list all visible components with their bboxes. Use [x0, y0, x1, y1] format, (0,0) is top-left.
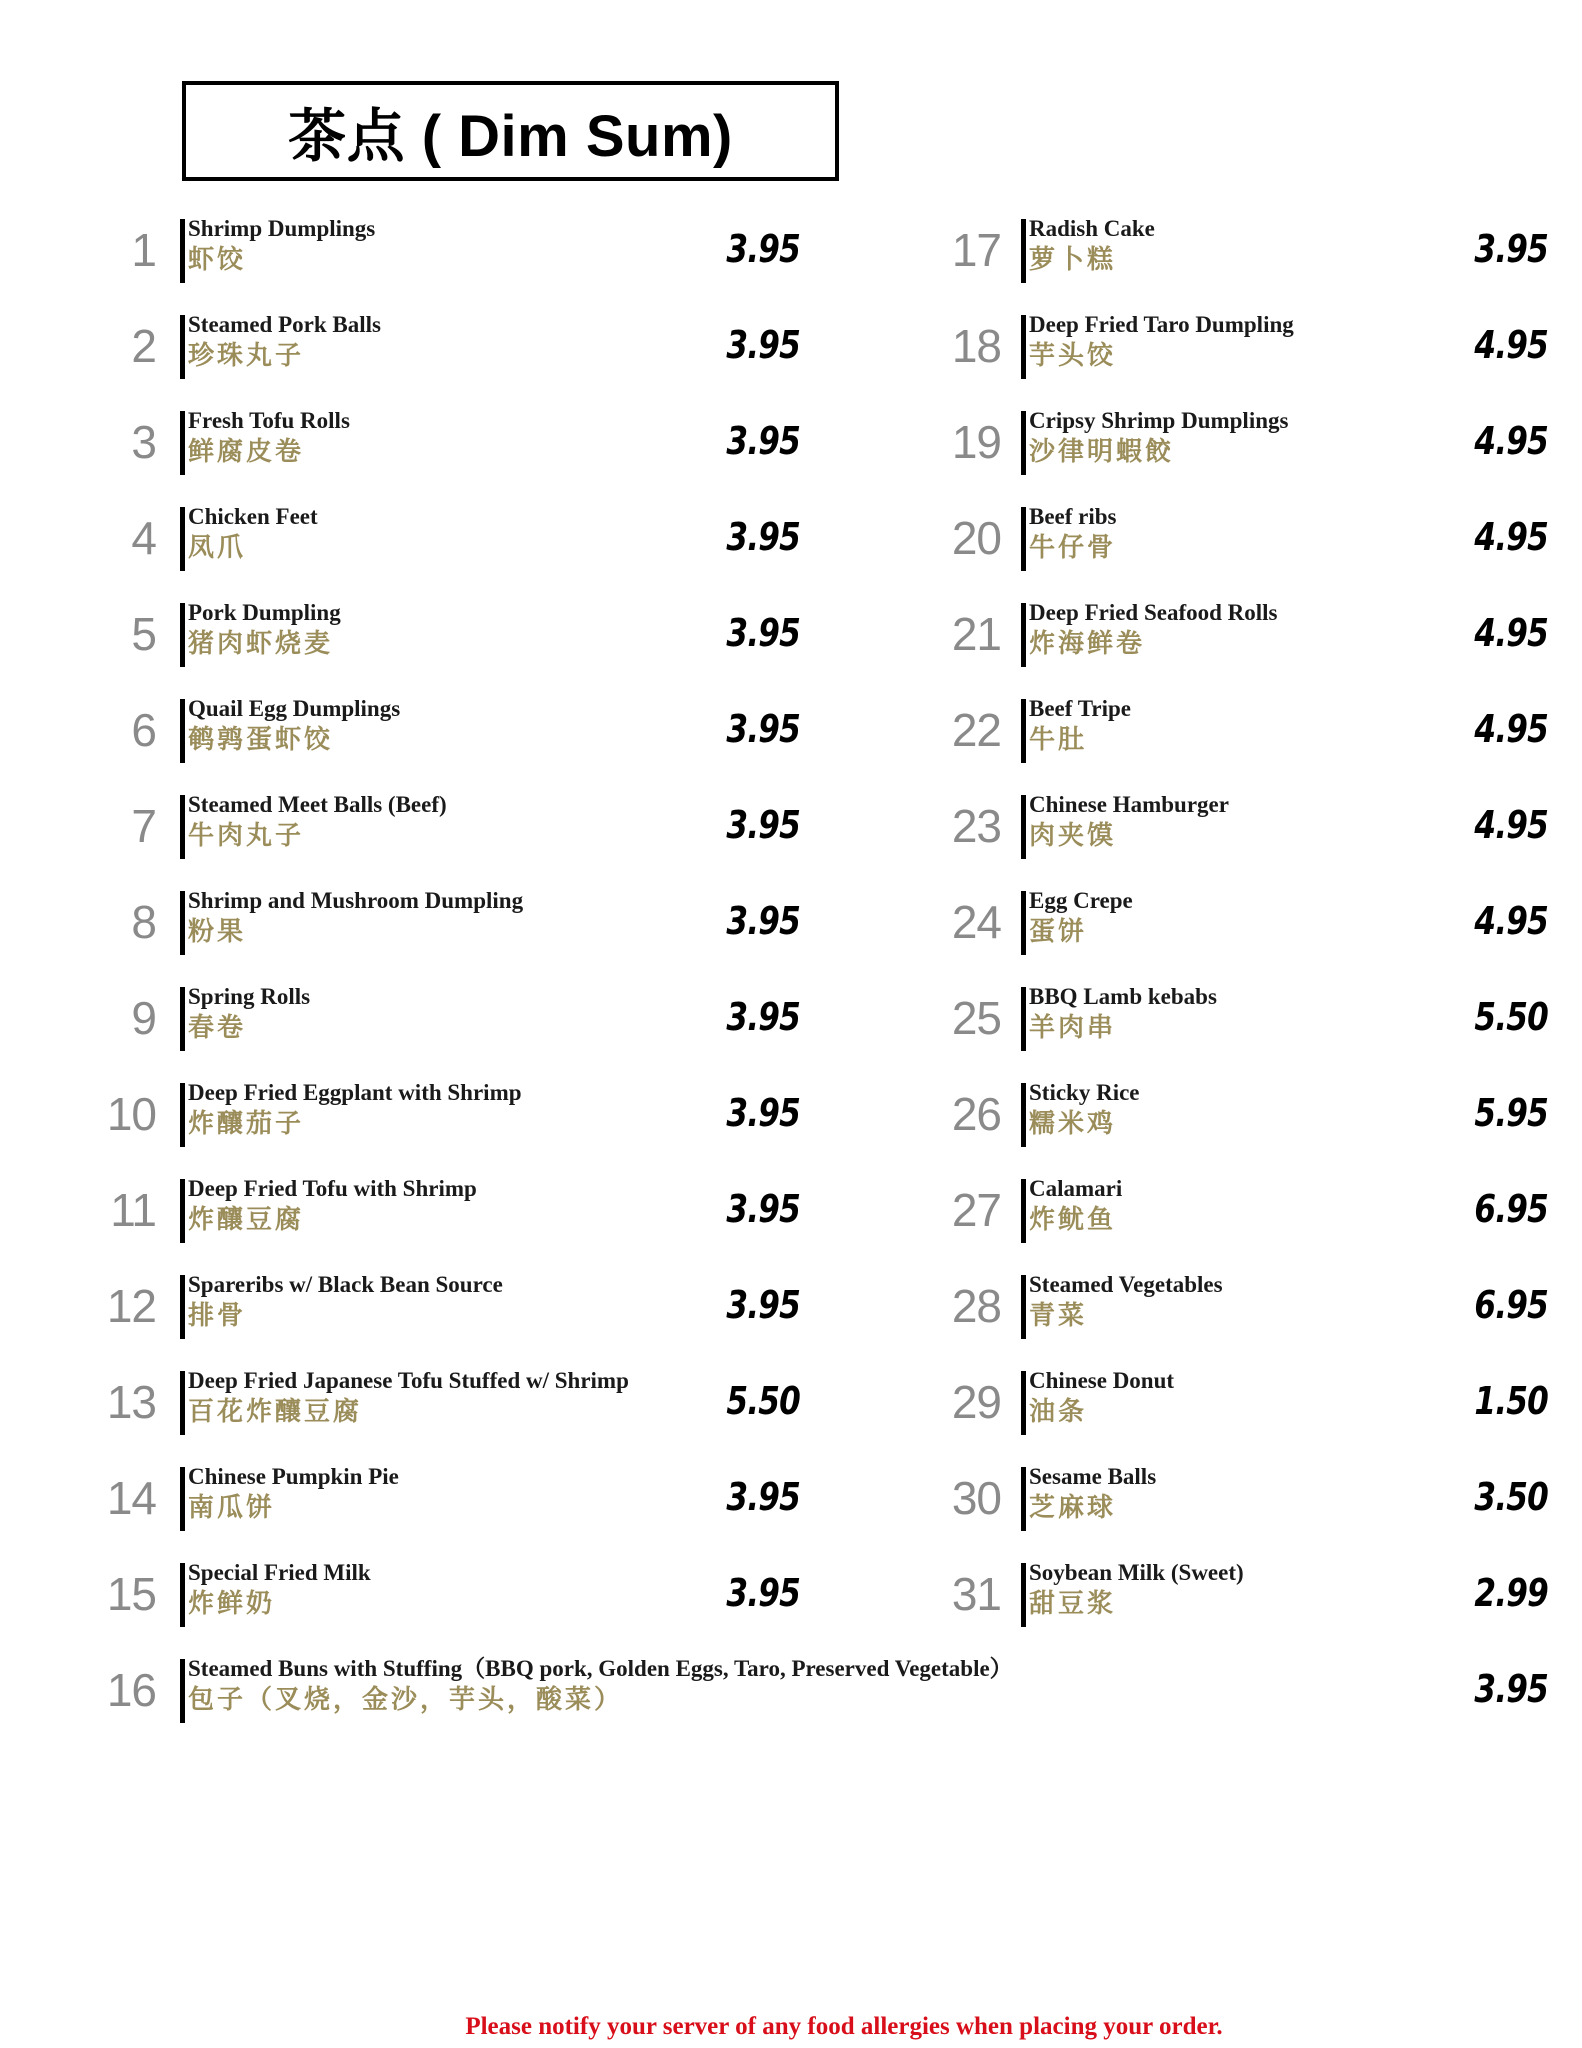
item-price: 3.95	[726, 1571, 800, 1615]
item-name-english: Steamed Vegetables	[1029, 1272, 1223, 1297]
item-number: 27	[951, 1184, 1001, 1236]
item-number: 10	[106, 1088, 156, 1140]
item-price: 3.95	[726, 611, 800, 655]
item-price: 3.95	[1474, 227, 1548, 271]
item-name-english: Beef ribs	[1029, 504, 1117, 529]
item-name-chinese: 鲜腐皮卷	[188, 437, 305, 467]
menu-item	[131, 887, 800, 957]
item-price: 5.95	[1474, 1091, 1548, 1135]
item-number: 21	[951, 608, 1001, 660]
item-name-english: Sticky Rice	[1029, 1080, 1140, 1105]
menu-item	[110, 1175, 800, 1245]
item-divider-bar	[1021, 987, 1026, 1051]
item-name-chinese: 青菜	[1029, 1301, 1088, 1331]
item-names	[1029, 983, 1217, 1045]
item-divider-bar	[180, 603, 185, 667]
item-price: 3.95	[726, 1187, 800, 1231]
item-price: 4.95	[1474, 515, 1548, 559]
item-name-english: Deep Fried Seafood Rolls	[1029, 600, 1278, 625]
item-name-chinese: 炸釀豆腐	[188, 1205, 305, 1235]
item-divider-bar	[1021, 699, 1026, 763]
item-price: 3.95	[726, 707, 800, 751]
item-names	[1029, 503, 1117, 565]
item-price: 3.95	[726, 323, 800, 367]
item-name-chinese: 百花炸釀豆腐	[188, 1397, 363, 1427]
item-price: 5.50	[726, 1379, 800, 1423]
item-names	[1029, 1175, 1122, 1237]
item-divider-bar	[180, 219, 185, 283]
menu-item	[106, 1559, 800, 1629]
item-divider-bar	[180, 699, 185, 763]
menu-item	[131, 215, 800, 285]
item-name-english: Deep Fried Eggplant with Shrimp	[188, 1080, 522, 1105]
menu-item	[951, 1463, 1548, 1533]
menu-item	[131, 503, 800, 573]
item-name-english: Soybean Milk (Sweet)	[1029, 1560, 1244, 1585]
item-divider-bar	[1021, 1467, 1026, 1531]
menu-item	[951, 407, 1548, 477]
item-price: 6.95	[1474, 1283, 1548, 1327]
item-price: 3.50	[1474, 1475, 1548, 1519]
menu-item	[951, 1559, 1548, 1629]
item-divider-bar	[1021, 891, 1026, 955]
item-divider-bar	[1021, 219, 1026, 283]
item-number: 24	[951, 896, 1001, 948]
item-number: 5	[131, 608, 156, 660]
item-name-chinese: 猪肉虾烧麦	[188, 629, 334, 659]
item-name-english: Spareribs w/ Black Bean Source	[188, 1272, 503, 1297]
item-price: 3.95	[726, 803, 800, 847]
item-name-chinese: 羊肉串	[1029, 1013, 1117, 1043]
item-names	[1029, 1367, 1174, 1429]
item-price: 5.50	[1474, 995, 1548, 1039]
item-names	[188, 599, 341, 661]
item-name-chinese: 牛肉丸子	[188, 821, 305, 851]
item-name-chinese: 炸釀茄子	[188, 1109, 305, 1139]
item-name-chinese: 萝卜糕	[1029, 245, 1117, 275]
item-number: 11	[110, 1184, 156, 1236]
item-name-english: Spring Rolls	[188, 984, 311, 1009]
menu-item	[106, 1463, 800, 1533]
item-names	[188, 887, 523, 949]
menu-title: 茶点 ( Dim Sum)	[288, 104, 733, 169]
item-number: 22	[951, 704, 1001, 756]
item-names	[1029, 311, 1294, 373]
menu-item	[951, 503, 1548, 573]
item-number: 6	[131, 704, 156, 756]
item-names	[188, 1271, 503, 1333]
item-number: 30	[951, 1472, 1001, 1524]
item-price: 3.95	[726, 899, 800, 943]
item-names	[188, 1175, 477, 1237]
menu-item	[106, 1271, 800, 1341]
item-price: 1.50	[1474, 1379, 1548, 1423]
item-price: 4.95	[1474, 611, 1548, 655]
item-name-chinese: 蛋饼	[1029, 917, 1088, 947]
item-divider-bar	[1021, 795, 1026, 859]
item-names	[188, 1463, 399, 1525]
item-name-english: Deep Fried Taro Dumpling	[1029, 312, 1294, 337]
item-names	[188, 1655, 1013, 1717]
item-names	[188, 1367, 629, 1429]
item-price: 3.95	[726, 419, 800, 463]
item-price: 4.95	[1474, 803, 1548, 847]
menu-item	[951, 695, 1548, 765]
item-price: 4.95	[1474, 899, 1548, 943]
item-number: 16	[106, 1664, 156, 1716]
item-number: 17	[951, 224, 1001, 276]
item-name-chinese: 炸海鲜卷	[1029, 629, 1146, 659]
item-names	[1029, 215, 1155, 277]
item-number: 18	[951, 320, 1001, 372]
menu-item	[951, 1367, 1548, 1437]
item-name-chinese: 沙律明蝦餃	[1029, 437, 1175, 467]
menu-item	[951, 983, 1548, 1053]
menu-item	[106, 1655, 1548, 1725]
item-number: 26	[951, 1088, 1001, 1140]
item-name-english: Steamed Pork Balls	[188, 312, 381, 337]
menu-item	[951, 791, 1548, 861]
item-divider-bar	[1021, 1275, 1026, 1339]
item-name-english: Beef Tripe	[1029, 696, 1131, 721]
item-price: 6.95	[1474, 1187, 1548, 1231]
item-number: 31	[951, 1568, 1001, 1620]
item-name-chinese: 炸鲜奶	[188, 1589, 276, 1619]
item-name-chinese: 甜豆浆	[1029, 1589, 1117, 1619]
menu-item	[951, 1079, 1548, 1149]
item-divider-bar	[180, 1083, 185, 1147]
menu-item	[951, 1271, 1548, 1341]
menu-item	[951, 599, 1548, 669]
item-price: 2.99	[1474, 1571, 1548, 1615]
item-divider-bar	[1021, 1371, 1026, 1435]
item-number: 4	[131, 512, 156, 564]
item-price: 3.95	[1474, 1667, 1548, 1711]
menu-item	[106, 1079, 800, 1149]
item-names	[188, 791, 447, 853]
item-name-chinese: 牛仔骨	[1029, 533, 1117, 563]
item-names	[1029, 1271, 1223, 1333]
item-name-english: Pork Dumpling	[188, 600, 341, 625]
item-price: 3.95	[726, 995, 800, 1039]
item-name-chinese: 牛肚	[1029, 725, 1088, 755]
item-divider-bar	[1021, 1083, 1026, 1147]
item-names	[188, 503, 318, 565]
item-names	[188, 215, 375, 277]
menu-item	[131, 983, 800, 1053]
menu-item	[951, 1175, 1548, 1245]
item-divider-bar	[180, 1275, 185, 1339]
item-name-chinese: 芋头饺	[1029, 341, 1117, 371]
item-number: 13	[106, 1376, 156, 1428]
item-divider-bar	[180, 411, 185, 475]
item-names	[1029, 599, 1278, 661]
item-name-english: Chicken Feet	[188, 504, 318, 529]
item-divider-bar	[180, 891, 185, 955]
item-names	[188, 983, 310, 1045]
item-divider-bar	[1021, 315, 1026, 379]
item-name-english: Radish Cake	[1029, 216, 1155, 241]
item-name-english: Chinese Hamburger	[1029, 792, 1229, 817]
item-name-chinese: 糯米鸡	[1029, 1109, 1117, 1139]
item-divider-bar	[180, 795, 185, 859]
item-names	[188, 407, 350, 469]
item-price: 4.95	[1474, 323, 1548, 367]
item-number: 8	[131, 896, 156, 948]
item-number: 3	[131, 416, 156, 468]
item-number: 15	[106, 1568, 156, 1620]
item-name-chinese: 芝麻球	[1029, 1493, 1117, 1523]
menu-item	[131, 791, 800, 861]
item-name-english: Calamari	[1029, 1176, 1123, 1201]
menu-title-box	[182, 81, 839, 181]
item-number: 14	[106, 1472, 156, 1524]
menu-item	[951, 311, 1548, 381]
item-divider-bar	[180, 315, 185, 379]
item-number: 9	[131, 992, 156, 1044]
allergy-notice	[0, 2013, 1582, 2041]
item-name-chinese: 虾饺	[188, 245, 247, 275]
item-number: 25	[951, 992, 1001, 1044]
item-divider-bar	[180, 1179, 185, 1243]
item-divider-bar	[180, 1371, 185, 1435]
menu-item	[131, 599, 800, 669]
menu-item	[131, 695, 800, 765]
item-number: 1	[131, 224, 156, 276]
item-name-english: Deep Fried Japanese Tofu Stuffed w/ Shrimp	[188, 1368, 629, 1393]
item-divider-bar	[1021, 411, 1026, 475]
item-name-english: Egg Crepe	[1029, 888, 1133, 913]
item-name-english: Steamed Buns with Stuffing（BBQ pork, Golden Eggs, Taro, Preserved Vegetable）	[188, 1656, 1013, 1681]
item-names	[1029, 1079, 1140, 1141]
item-name-chinese: 凤爪	[188, 533, 247, 563]
item-number: 28	[951, 1280, 1001, 1332]
item-name-english: Deep Fried Tofu with Shrimp	[188, 1176, 477, 1201]
item-name-chinese: 春卷	[188, 1013, 247, 1043]
menu-item	[106, 1367, 800, 1437]
item-names	[188, 1079, 522, 1141]
item-number: 23	[951, 800, 1001, 852]
item-name-chinese: 南瓜饼	[188, 1493, 276, 1523]
item-names	[1029, 791, 1229, 853]
item-price: 4.95	[1474, 419, 1548, 463]
item-divider-bar	[180, 1659, 185, 1723]
item-names	[1029, 695, 1131, 757]
item-name-chinese: 鹌鹑蛋虾饺	[188, 725, 334, 755]
item-name-english: BBQ Lamb kebabs	[1029, 984, 1217, 1009]
allergy-notice-text: Please notify your server of any food allergies when placing your order.	[465, 2013, 1223, 2040]
item-price: 3.95	[726, 1091, 800, 1135]
item-name-chinese: 炸鱿鱼	[1029, 1205, 1117, 1235]
item-number: 12	[106, 1280, 156, 1332]
item-number: 19	[951, 416, 1001, 468]
item-names	[1029, 407, 1288, 469]
item-name-chinese: 肉夹馍	[1029, 821, 1117, 851]
item-divider-bar	[180, 987, 185, 1051]
item-divider-bar	[180, 1563, 185, 1627]
item-names	[1029, 1463, 1156, 1525]
item-divider-bar	[1021, 1563, 1026, 1627]
item-divider-bar	[1021, 603, 1026, 667]
item-name-english: Shrimp and Mushroom Dumpling	[188, 888, 524, 913]
item-name-english: Steamed Meet Balls (Beef)	[188, 792, 447, 817]
item-name-english: Special Fried Milk	[188, 1560, 371, 1585]
item-name-english: Sesame Balls	[1029, 1464, 1157, 1489]
item-name-chinese: 油条	[1029, 1397, 1088, 1427]
item-price: 3.95	[726, 1283, 800, 1327]
menu-item	[131, 407, 800, 477]
item-name-chinese: 包子（叉烧，金沙，芋头，酸菜）	[188, 1685, 624, 1715]
item-number: 20	[951, 512, 1001, 564]
item-names	[188, 1559, 371, 1621]
item-names	[188, 695, 400, 757]
item-names	[1029, 887, 1133, 949]
item-name-english: Shrimp Dumplings	[188, 216, 376, 241]
item-divider-bar	[1021, 507, 1026, 571]
item-name-english: Chinese Pumpkin Pie	[188, 1464, 399, 1489]
item-name-chinese: 珍珠丸子	[188, 341, 305, 371]
item-name-english: Chinese Donut	[1029, 1368, 1175, 1393]
item-name-chinese: 粉果	[188, 917, 247, 947]
item-price: 3.95	[726, 515, 800, 559]
item-number: 7	[131, 800, 156, 852]
item-names	[188, 311, 381, 373]
menu-item	[951, 887, 1548, 957]
item-number: 2	[131, 320, 156, 372]
item-divider-bar	[180, 507, 185, 571]
menu-item	[131, 311, 800, 381]
menu-item	[951, 215, 1548, 285]
item-divider-bar	[1021, 1179, 1026, 1243]
item-name-english: Fresh Tofu Rolls	[188, 408, 350, 433]
item-name-chinese: 排骨	[188, 1301, 247, 1331]
item-names	[1029, 1559, 1244, 1621]
item-price: 3.95	[726, 1475, 800, 1519]
item-price: 3.95	[726, 227, 800, 271]
item-divider-bar	[180, 1467, 185, 1531]
item-name-english: Quail Egg Dumplings	[188, 696, 401, 721]
item-price: 4.95	[1474, 707, 1548, 751]
item-name-english: Cripsy Shrimp Dumplings	[1029, 408, 1289, 433]
item-number: 29	[951, 1376, 1001, 1428]
